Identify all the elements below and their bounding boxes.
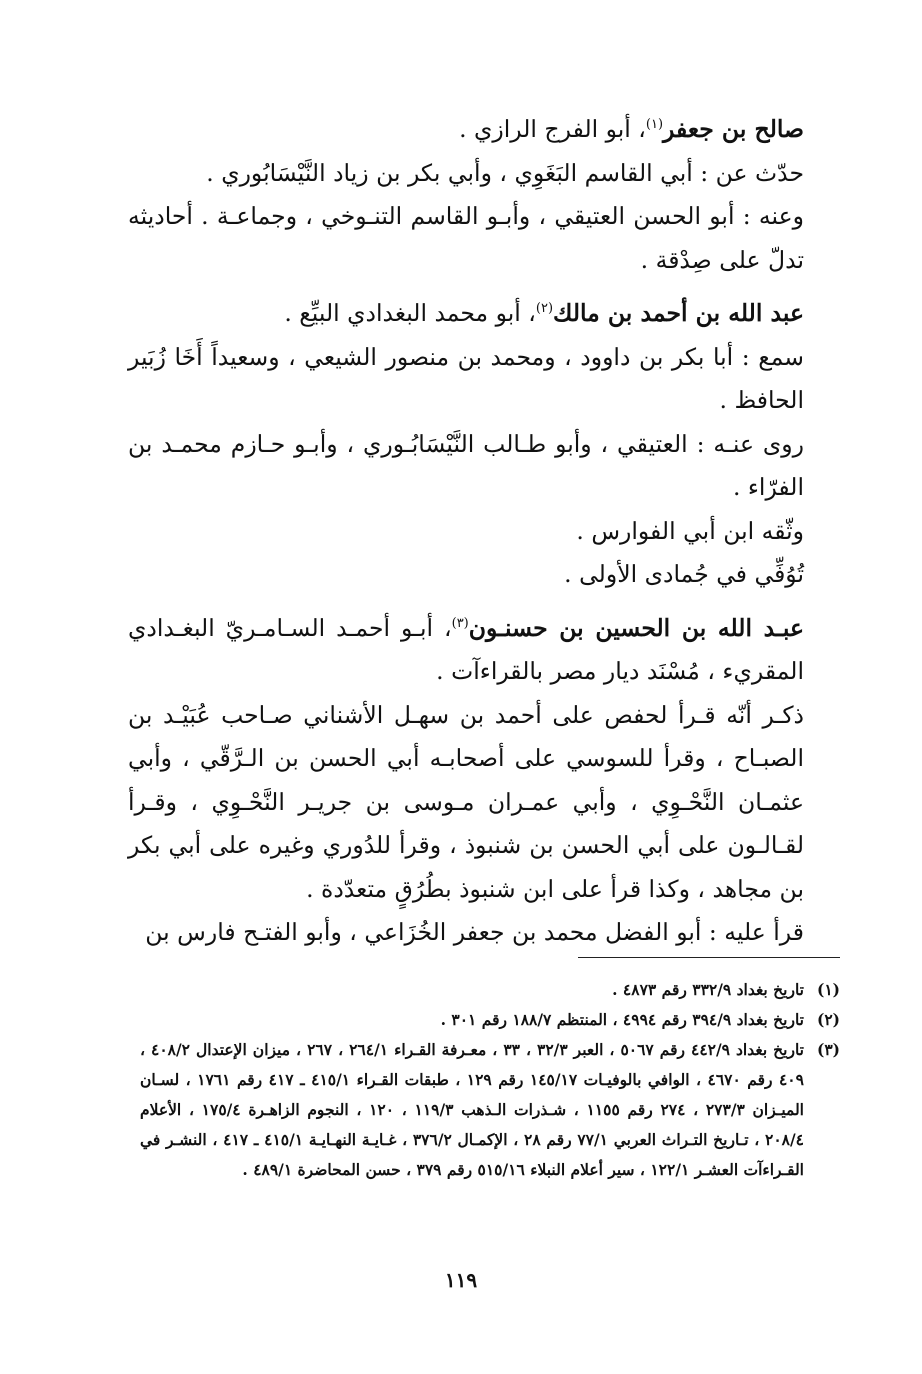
footnotes (140, 975, 840, 1185)
entry-paragraph: روى عنـه : العتيقي ، وأبو طـالب النَّيْسَابُـوري ، وأبـو حـازم محمـد بن الفرّاء . (128, 429, 804, 501)
entry-paragraph: ذكـر أنّه قـرأ لحفص على أحمد بن سهـل الأشناني صـاحب عُبَيْـد بن الصبـاح ، وقرأ للسوسي على أصحابـه أبي الحسن بن الـرَّقّي ، وأبي عثمـان النَّحْـوِي ، وأبي عمـران مـوسى بن جريـر النَّحْـوِي ، وقـرأ لقـالـون على أبي الحسن بن شنبوذ ، وقرأ للدُوري وغيره على أبي بكر بن مجاهد ، وكذا قرأ على ابن شنبوذ بطُرُقٍ متعدّدة . (128, 700, 804, 903)
person-name: عبـد الله بن الحسين بن حسنـون (468, 613, 804, 642)
biography-entry (128, 292, 840, 597)
entry-paragraph: قرأ عليه : أبو الفضل محمد بن جعفر الخُزَاعي ، وأبو الفتـح فارس بن (145, 918, 804, 946)
footnote-number: (١) (816, 980, 840, 999)
entry-paragraph: وعنه : أبو الحسن العتيقي ، وأبـو القاسم التنـوخي ، وجماعـة . أحاديثه تدلّ على صِدْقة . (128, 202, 804, 274)
person-title: ، أبو الفرج الرازي . (459, 115, 646, 143)
entry-paragraph: وثّقه ابن أبي الفوارس . (576, 516, 804, 545)
entry-heading (128, 292, 840, 336)
person-name: صالح بن جعفر (663, 115, 804, 143)
entry-heading (128, 607, 840, 694)
footnote-number: (٢) (816, 1010, 840, 1029)
footnote-ref[interactable]: (١) (645, 117, 664, 133)
footnote (140, 1035, 840, 1185)
footnote (140, 975, 840, 1005)
footnote-text: تاريخ بغداد ٣٣٢/٩ رقم ٤٨٧٣ . (612, 980, 804, 999)
person-title: ، أبـو أحمـد السـامـريّ البغـدادي المقريء ، مُسْنَد ديار مصر بالقراءآت . (128, 613, 804, 685)
main-text (128, 108, 840, 965)
person-title: ، أبو محمد البغدادي البيِّع . (284, 299, 536, 327)
entry-heading (128, 108, 840, 152)
footnote-text: تاريخ بغداد ٣٩٤/٩ رقم ٤٩٩٤ ، المنتظم ١٨٨/٧ رقم ٣٠١ . (440, 1010, 804, 1029)
footnote-ref[interactable]: (٢) (535, 301, 554, 317)
biography-entry (128, 108, 840, 282)
footnote-number: (٣) (816, 1040, 840, 1059)
entry-paragraph: تُوُفِّي في جُمادى الأولى . (564, 560, 804, 588)
person-name: عبد الله بن أحمد بن مالك (553, 299, 804, 327)
footnote (140, 1005, 840, 1035)
page-number: ١١٩ (444, 1268, 478, 1292)
footnote-ref[interactable]: (٣) (451, 615, 469, 631)
entry-paragraph: حدّث عن : أبي القاسم البَغَوِي ، وأبي بكر بن زياد النَّيْسَابُوري . (206, 158, 804, 187)
entry-paragraph: سمع : أبا بكر بن داوود ، ومحمد بن منصور الشيعي ، وسعيداً أَخَا زُبَير الحافظ . (128, 342, 804, 414)
footnote-text: تاريخ بغداد ٤٤٢/٩ رقم ٥٠٦٧ ، العبر ٣٢/٣ ، ٣٣ ، معـرفة القـراء ٢٦٤/١ ، ٢٦٧ ، ميزان الإعتدال ٤٠٨/٢ ، ٤٠٩ رقم ٤٦٧٠ ، الوافي بالوفيـات ١٤٥/١٧ رقم ١٢٩ ، طبقات القـراء ٤١٥/١ ـ ٤١٧ رقم ١٧٦١ ، لسـان الميـزان ٢٧٣/٣ ، ٢٧٤ رقم ١١٥٥ ، شـذرات الـذهب ١١٩/٣ ، ١٢٠ ، النجوم الزاهـرة ١٧٥/٤ ، الأعلام ٢٠٨/٤ ، تـاريخ التـراث العربي ٧٧/١ رقم ٢٨ ، الإكمـال ٣٧٦/٢ ، غـايـة النهـايـة ٤١٥/١ ـ ٤١٧ ، النشـر في القـراءآت العشـر ١٢٢/١ ، سير أعلام النبلاء ٥١٥/١٦ رقم ٣٧٩ ، حسن المحاضرة ٤٨٩/١ . (140, 1040, 804, 1179)
biography-entry (128, 607, 840, 955)
footnote-separator (578, 957, 840, 958)
